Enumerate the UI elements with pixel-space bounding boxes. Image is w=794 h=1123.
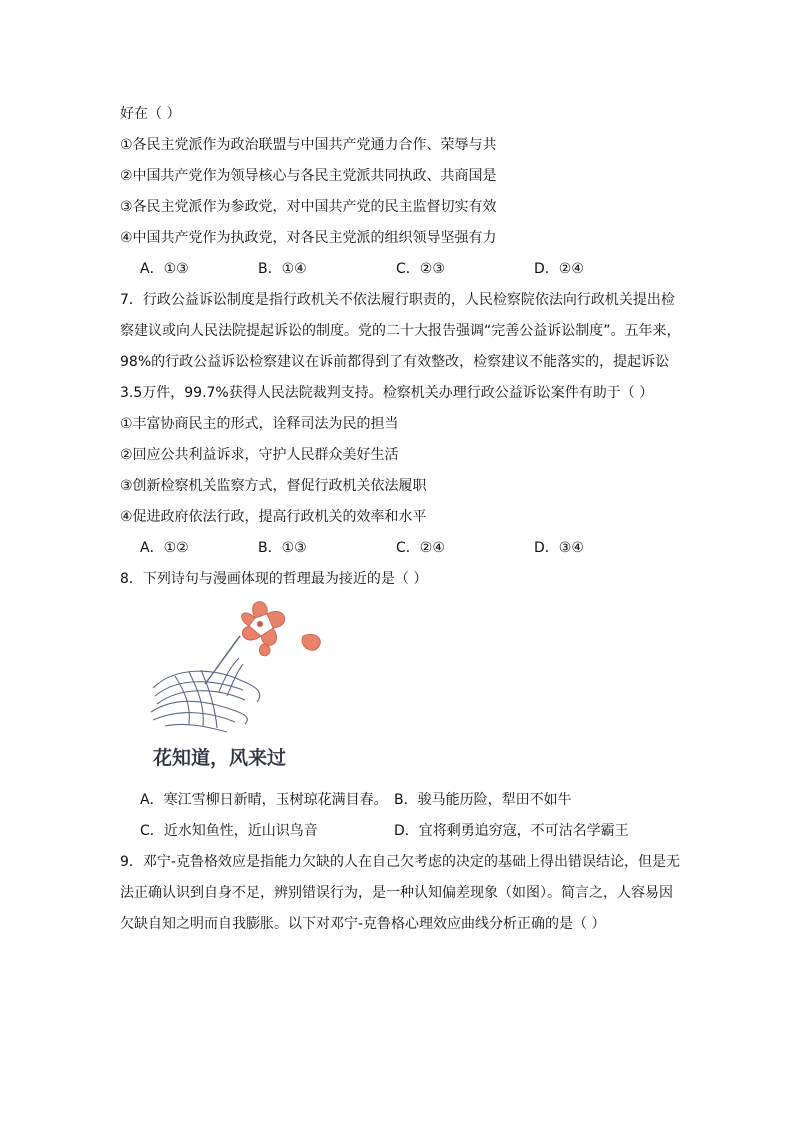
falling-petal: [302, 634, 320, 650]
q7-stem-line-4: 3.5万件，99.7%获得人民法院裁判支持。检察机关办理行政公益诉讼案件有助于（ ）: [120, 385, 654, 401]
q8-stem: 8．下列诗句与漫画体现的哲理最为接近的是（ ）: [120, 571, 428, 587]
flower-petals: [242, 602, 285, 646]
q7-option-c[interactable]: C．②④: [396, 540, 445, 556]
q8-option-d[interactable]: D．宜将剩勇追穷寇，不可沽名学霸王: [394, 823, 629, 839]
q8-option-b[interactable]: B．骏马能历险，犁田不如牛: [394, 792, 572, 808]
q9-stem-line-3: 欠缺自知之明而自我膨胀。以下对邓宁-克鲁格心理效应曲线分析正确的是（ ）: [120, 916, 606, 932]
q6-option-b[interactable]: B．①④: [258, 261, 307, 277]
q6-option-a[interactable]: A．①③: [140, 261, 189, 277]
q7-item-1: ①丰富协商民主的形式，诠释司法为民的担当: [120, 416, 399, 432]
q7-option-a[interactable]: A．①②: [140, 540, 189, 556]
q8-option-c[interactable]: C．近水知鱼性，近山识鸟音: [140, 823, 318, 839]
q7-stem-line-3: 98%的行政公益诉讼检察建议在诉前都得到了有效整改，检察建议不能落实的，提起诉讼: [120, 354, 670, 370]
falling-petal: [259, 644, 270, 656]
q6-item-2: ②中国共产党作为领导核心与各民主党派共同执政、共商国是: [120, 168, 497, 184]
q6-stem-end: 好在（ ）: [120, 106, 181, 122]
q7-stem-line-2: 察建议或向人民法院提起诉讼的制度。党的二十大报告强调“完善公益诉讼制度”。五年来，: [120, 323, 681, 339]
flower-stem: [205, 636, 240, 684]
q6-item-4: ④中国共产党作为执政党，对各民主党派的组织领导坚强有力: [120, 230, 497, 246]
q7-option-b[interactable]: B．①③: [258, 540, 307, 556]
q7-item-4: ④促进政府依法行政，提高行政机关的效率和水平: [120, 509, 427, 525]
q6-option-c[interactable]: C．②③: [396, 261, 445, 277]
cartoon-flower-hand: [145, 596, 335, 778]
q9-stem-line-2: 法正确认识到自身不足，辨别错误行为，是一种认知偏差现象（如图）。简言之，人容易因: [120, 885, 673, 901]
cartoon-image: [145, 596, 335, 778]
q9-stem-line-1: 9．邓宁-克鲁格效应是指能力欠缺的人在自己欠考虑的决定的基础上得出错误结论，但是无: [120, 854, 680, 870]
q7-item-2: ②回应公共利益诉求，守护人民群众美好生活: [120, 447, 399, 463]
hand-sketch: [151, 658, 260, 732]
q7-option-d[interactable]: D．③④: [534, 540, 584, 556]
q6-option-d[interactable]: D．②④: [534, 261, 584, 277]
cartoon-caption: 花知道，风来过: [153, 747, 287, 769]
q6-item-1: ①各民主党派作为政治联盟与中国共产党通力合作、荣辱与共: [120, 137, 497, 153]
q8-option-a[interactable]: A．寒江雪柳日新晴，玉树琼花满目春。: [140, 792, 388, 808]
q7-item-3: ③创新检察机关监察方式，督促行政机关依法履职: [120, 478, 427, 494]
q7-stem-line-1: 7．行政公益诉讼制度是指行政机关不依法履行职责的，人民检察院依法向行政机关提出检: [120, 292, 675, 308]
q6-item-3: ③各民主党派作为参政党，对中国共产党的民主监督切实有效: [120, 199, 497, 215]
